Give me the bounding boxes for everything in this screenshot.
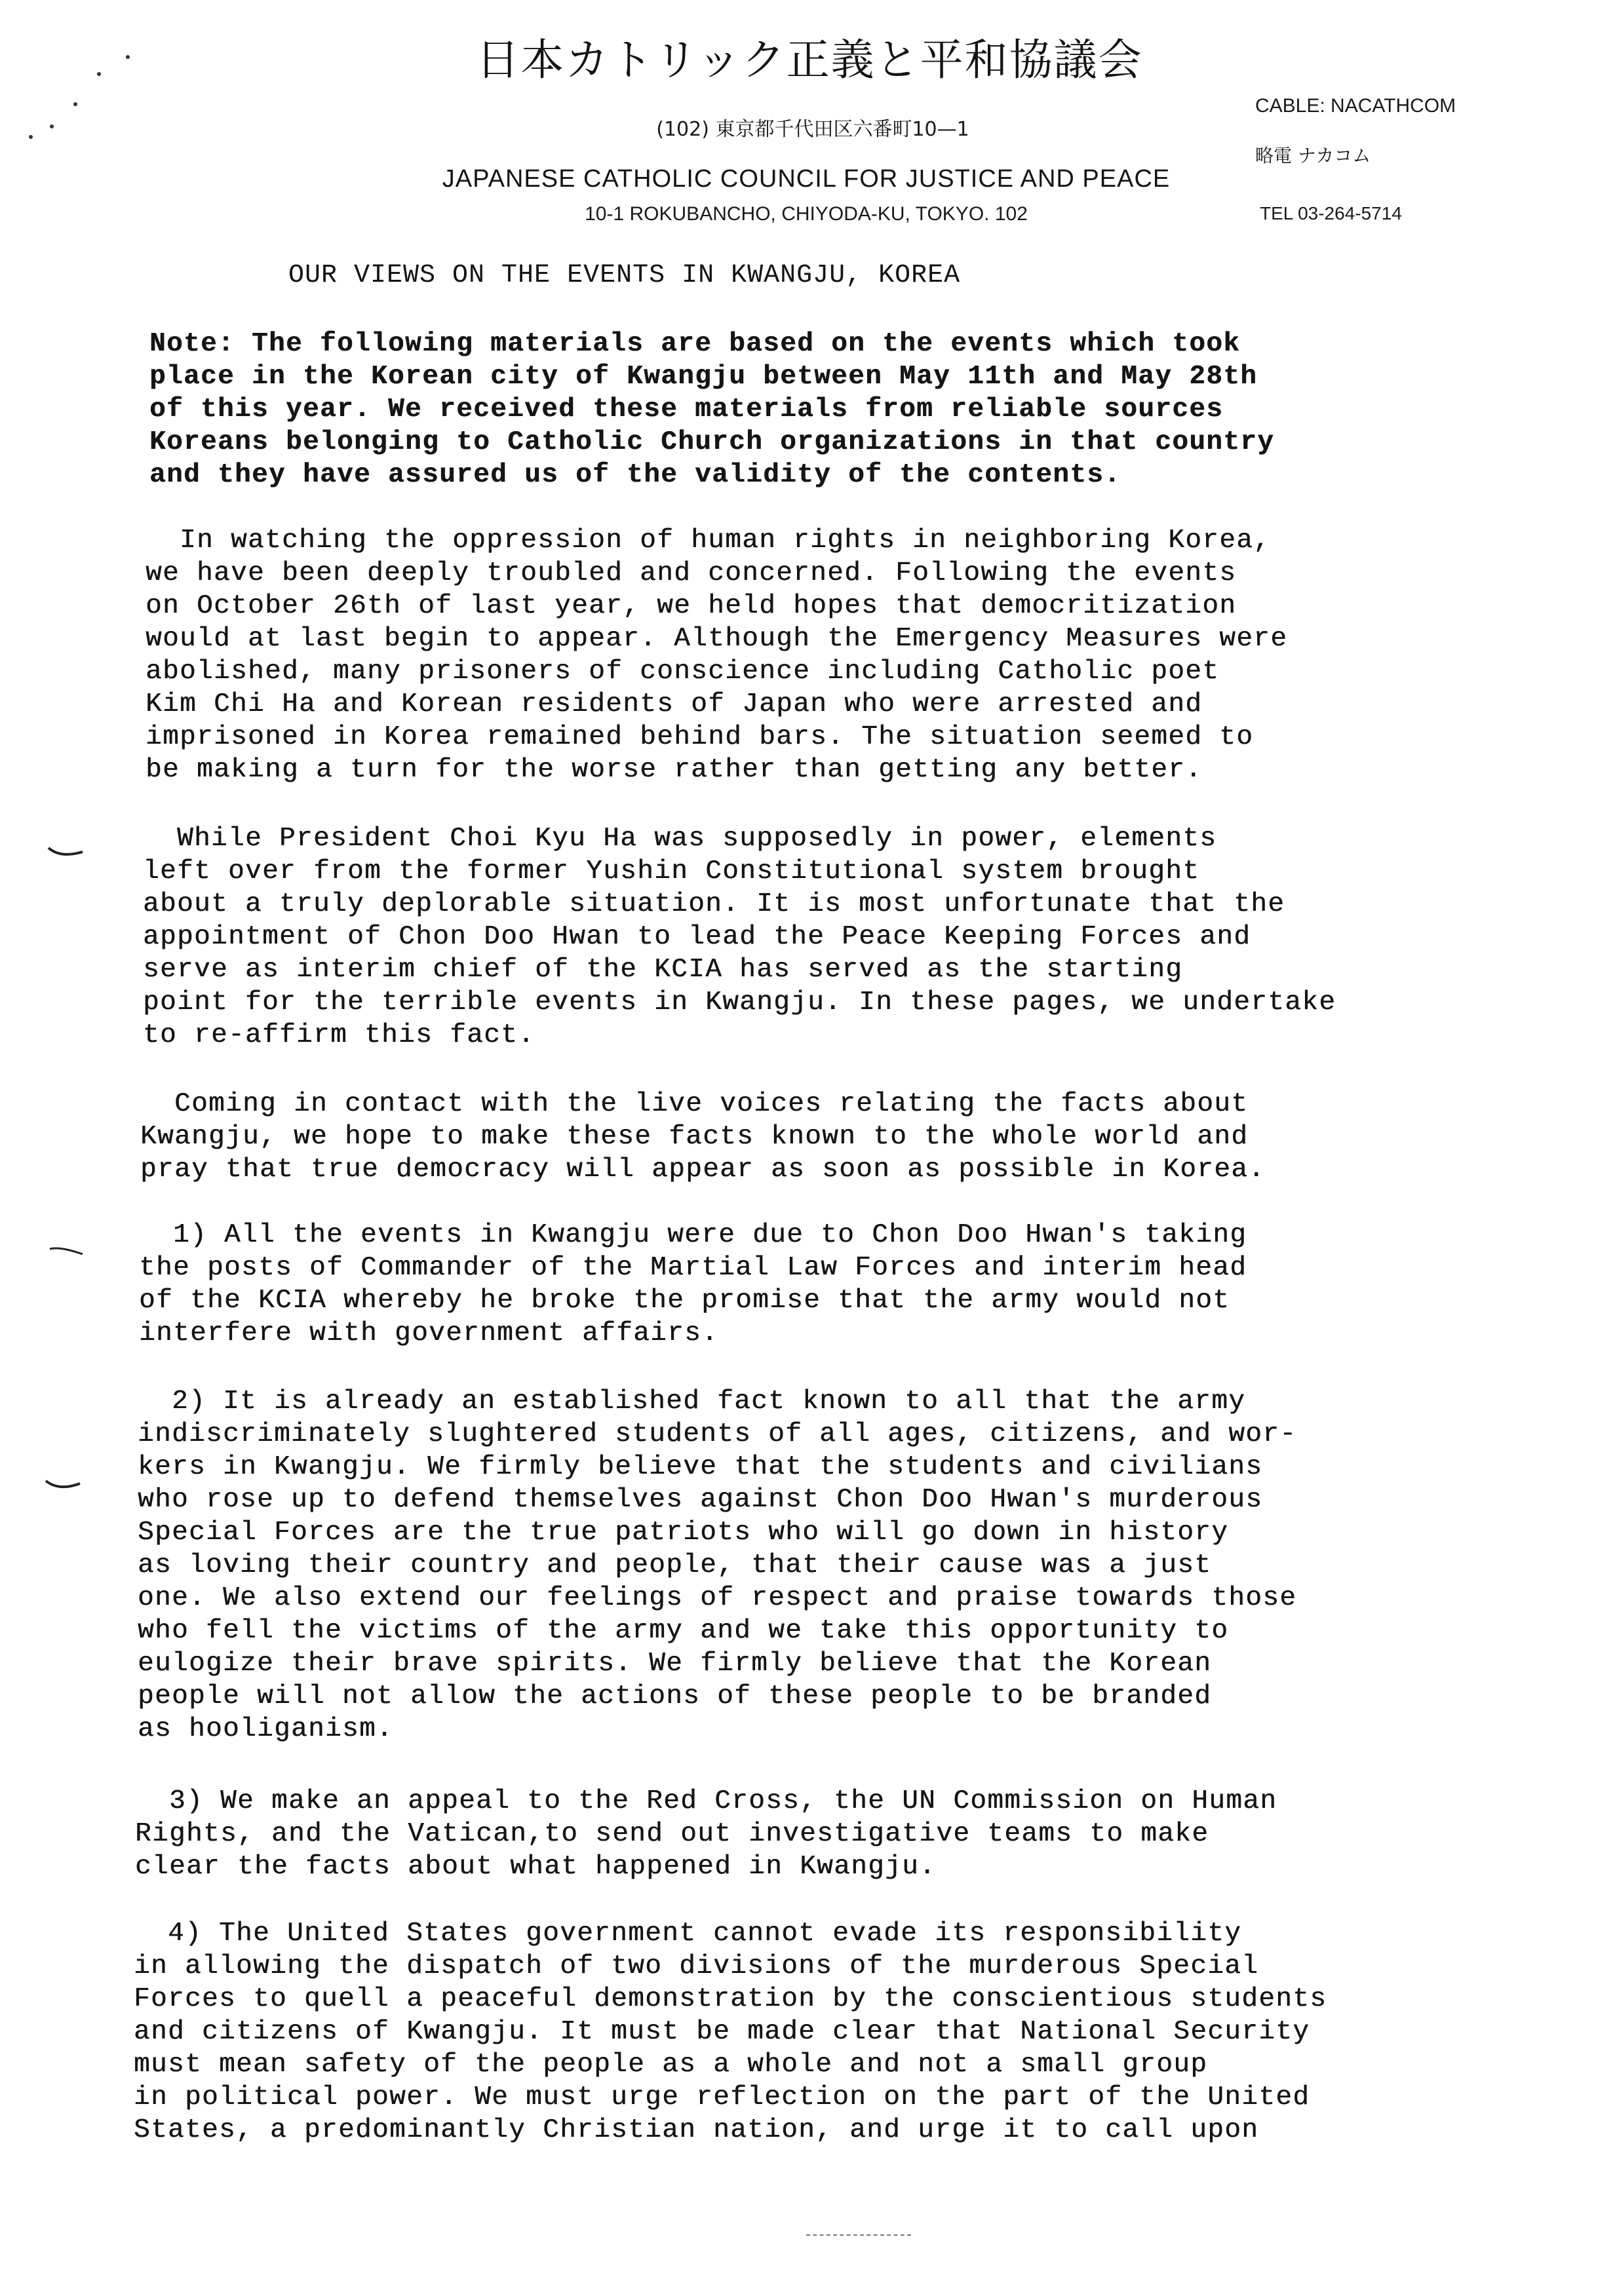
point-4-paragraph: 4) The United States government cannot evade its responsibility in allowing the dispatch of two divisions of the murderous Special Forces to quell a peaceful demonstration by the conscientious students and citizens of Kwangju. It must be made clear that National Security must mean safety of the people as a whole and not a small group in political power. We must urge reflection on the part of the United States, a predominantly Christian nation, and urge it to call upon [134,1919,1327,2145]
scan-speck [50,124,54,128]
cable-address: CABLE: NACATHCOM [1255,95,1456,117]
organization-name-japanese: 日本カトリック正義と平和協議会 [476,35,1143,85]
note-paragraph: Note: The following materials are based on the events which took place in the Korean city of Kwangju between May 11th and May 28th of this year. We received these materials from reliable sources Koreans belonging to Catholic Church organizations in that country and they have assured us of the validity of the contents. [149,329,1275,490]
point-1-paragraph: 1) All the events in Kwangju were due to Chon Doo Hwan's taking the posts of Commander of the Martial Law Forces and interim head of the KCIA whereby he broke the promise that the army would not interfere with government affairs. [139,1220,1247,1349]
scan-speck [73,102,77,106]
letterhead [0,0,1615,249]
margin-pen-mark [47,1244,87,1259]
footer-rule [806,2234,911,2236]
margin-pen-mark [43,1477,83,1493]
address-japanese: (102) 東京都千代田区六番町10—1 [656,118,969,141]
point-3-paragraph: 3) We make an appeal to the Red Cross, the UN Commission on Human Rights, and the Vatican,to send out investigative teams to make clear the facts about what happened in Kwangju. [135,1786,1277,1882]
body-paragraph-3: Coming in contact with the live voices relating the facts about Kwangju, we hope to make these facts known to the whole world and pray that true democracy will appear as soon as possible in Korea. [140,1089,1266,1185]
point-2-paragraph: 2) It is already an established fact known to all that the army indiscriminately slughtered students of all ages, citizens, and wor- kers in Kwangju. We firmly believe that the students and civilians who rose up to defend themselves against Chon Doo Hwan's murderous Special Forces are the true patriots who will go down in history as loving their country and people, that their cause was a just one. We also extend our feelings of respect and praise towards those who fell the victims of the army and we take this opportunity to eulogize their brave spirits. We firmly believe that the Korean people will not allow the actions of these people to be branded as hooliganism. [138,1387,1297,1744]
cable-address-japanese: 略電 ナカコム [1255,145,1371,166]
address-english: 10-1 ROKUBANCHO, CHIYODA-KU, TOKYO. 102 [585,203,1028,225]
organization-name-english: JAPANESE CATHOLIC COUNCIL FOR JUSTICE AND PEACE [442,165,1171,193]
telephone-number: TEL 03-264-5714 [1260,203,1402,223]
body-paragraph-1: In watching the oppression of human rights in neighboring Korea, we have been deeply troubled and concerned. Following the events on October 26th of last year, we held hopes that democritization would at last begin to appear. Although the Emergency Measures were abolished, many prisoners of conscience including Catholic poet Kim Chi Ha and Korean residents of Japan who were arrested and imprisoned in Korea remained behind bars. The situation seemed to be making a turn for the worse rather than getting any better. [146,526,1288,785]
margin-pen-mark [46,844,85,860]
body-paragraph-2: While President Choi Kyu Ha was supposedly in power, elements left over from the former Yushin Constitutional system brought about a truly deplorable situation. It is most unfortunate that the appointment of Chon Doo Hwan to lead the Peace Keeping Forces and serve as interim chief of the KCIA has served as the starting point for the terrible events in Kwangju. In these pages, we undertake to re-affirm this fact. [143,824,1336,1050]
scan-speck [29,135,33,139]
scan-speck [126,55,130,59]
scan-speck [97,72,101,76]
document-title: OUR VIEWS ON THE EVENTS IN KWANGJU, KOREA [288,261,961,290]
